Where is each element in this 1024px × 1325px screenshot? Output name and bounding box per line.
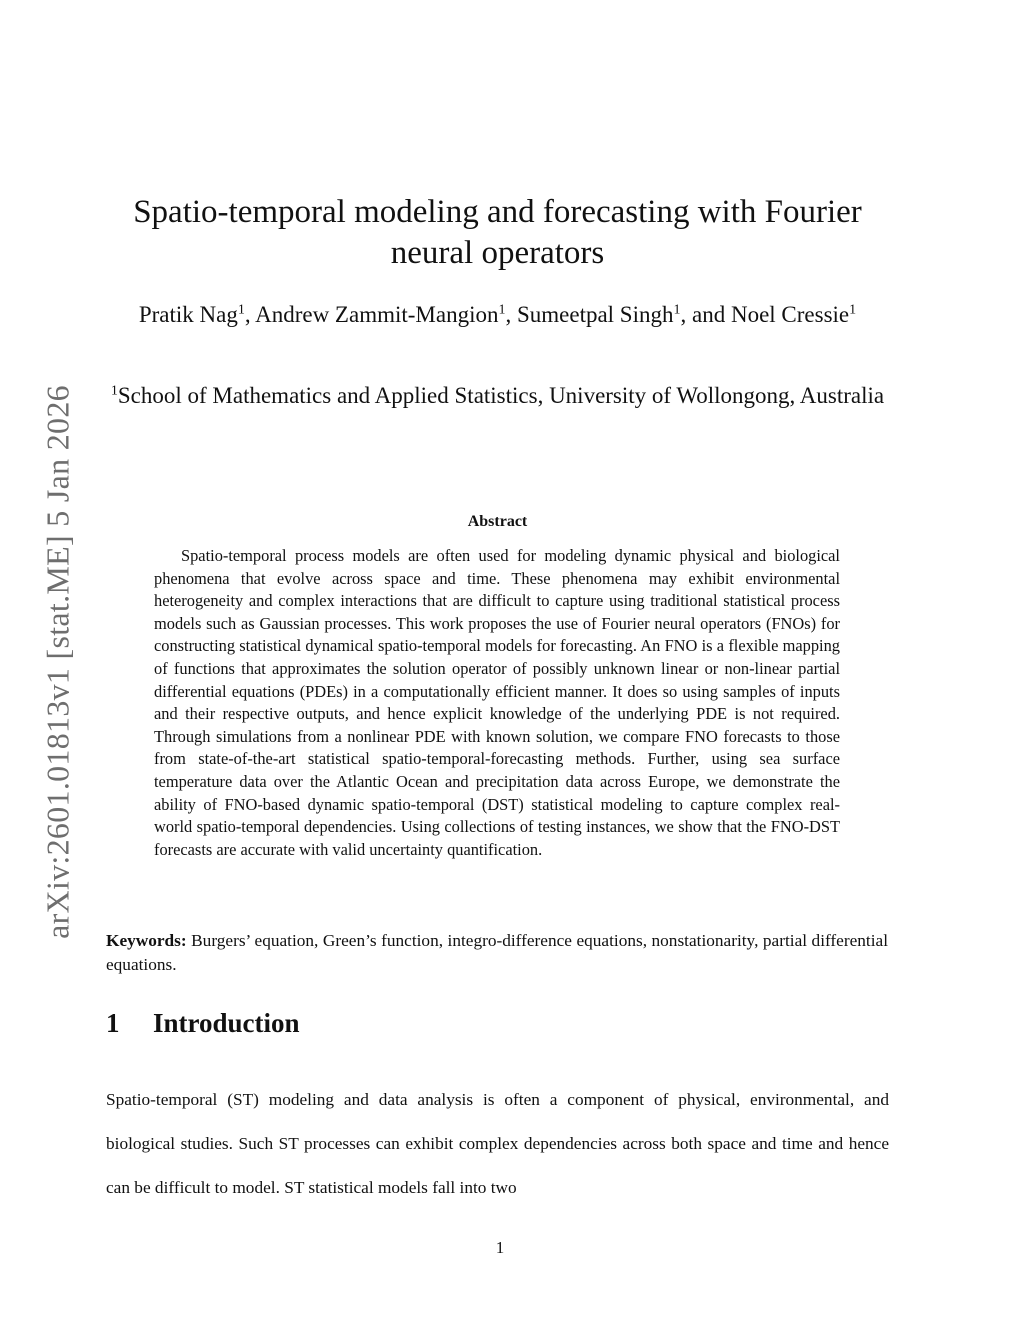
affiliation	[110, 380, 885, 411]
affiliation-marker: 1	[849, 302, 857, 318]
paper-title: Spatio-temporal modeling and forecasting with Fourier neural operators	[133, 194, 862, 271]
abstract-text: Spatio-temporal process models are often used for modeling dynamic physical and biological phenomena that evolve across space and time. These phenomena may exhibit environmental heterogeneity and complex interactions that are difficult to capture using traditional statistical process models such as Gaussian processes. This work proposes the use of Fourier neural operators (FNOs) for constructing statistical dynamical spatio-temporal models for forecasting. An FNO is a flexible mapping of functions that approximates the solution operator of possibly unknown linear or non-linear partial differential equations (PDEs) in a computationally efficient manner. It does so using samples of inputs and their respective outputs, and hence explicit knowledge of the underlying PDE is not required. Through simulations from a nonlinear PDE with known solution, we compare FNO forecasts to those from state-of-the-art statistical spatio-temporal-forecasting methods. Further, using sea surface temperature data over the Atlantic Ocean and precipitation data across Europe, we demonstrate the ability of FNO-based dynamic spatio-temporal (DST) statistical modeling to capture complex real-world spatio-temporal dependencies. Using collections of testing instances, we show that the FNO-DST forecasts are accurate with valid uncertainty quantification.	[154, 546, 840, 859]
section-number: 1	[106, 1008, 120, 1038]
keywords	[106, 929, 888, 977]
keywords-text: Burgers’ equation, Green’s function, integro-difference equations, nonstationarity, partial differential equations.	[106, 931, 888, 974]
affiliation-marker: 1	[237, 302, 245, 318]
author-list: Pratik Nag$^1$, Andrew Zammit-Mangion$^1$, Sumeetpal Singh$^1$, and Noel Cressie$^1$	[138, 302, 857, 327]
author-name: Noel Cressie	[730, 302, 850, 327]
abstract-heading: Abstract	[467, 513, 528, 530]
keywords-label: Keywords:	[106, 931, 187, 950]
introduction-text: Spatio-temporal (ST) modeling and data analysis is often a component of physical, environmental, and biological studies. Such ST processes can exhibit complex dependencies across both space and time and hence can be difficult to model. ST statistical models fall into two	[106, 1090, 889, 1197]
author-name: Pratik Nag	[138, 302, 238, 327]
page-number: 1	[495, 1238, 505, 1257]
author-name: Andrew Zammit-Mangion	[255, 302, 499, 327]
author-name: Sumeetpal Singh	[516, 302, 674, 327]
affiliation-marker: 1	[673, 302, 681, 318]
affiliation-marker: 1	[110, 383, 118, 399]
arxiv-identifier: arXiv:2601.01813v1 [stat.ME] 5 Jan 2026	[39, 385, 76, 939]
section-title: Introduction	[153, 1008, 300, 1038]
affiliation-text: School of Mathematics and Applied Statistics, University of Wollongong, Australia	[117, 383, 885, 408]
affiliation-marker: 1	[498, 302, 506, 318]
section-heading	[106, 1008, 300, 1039]
